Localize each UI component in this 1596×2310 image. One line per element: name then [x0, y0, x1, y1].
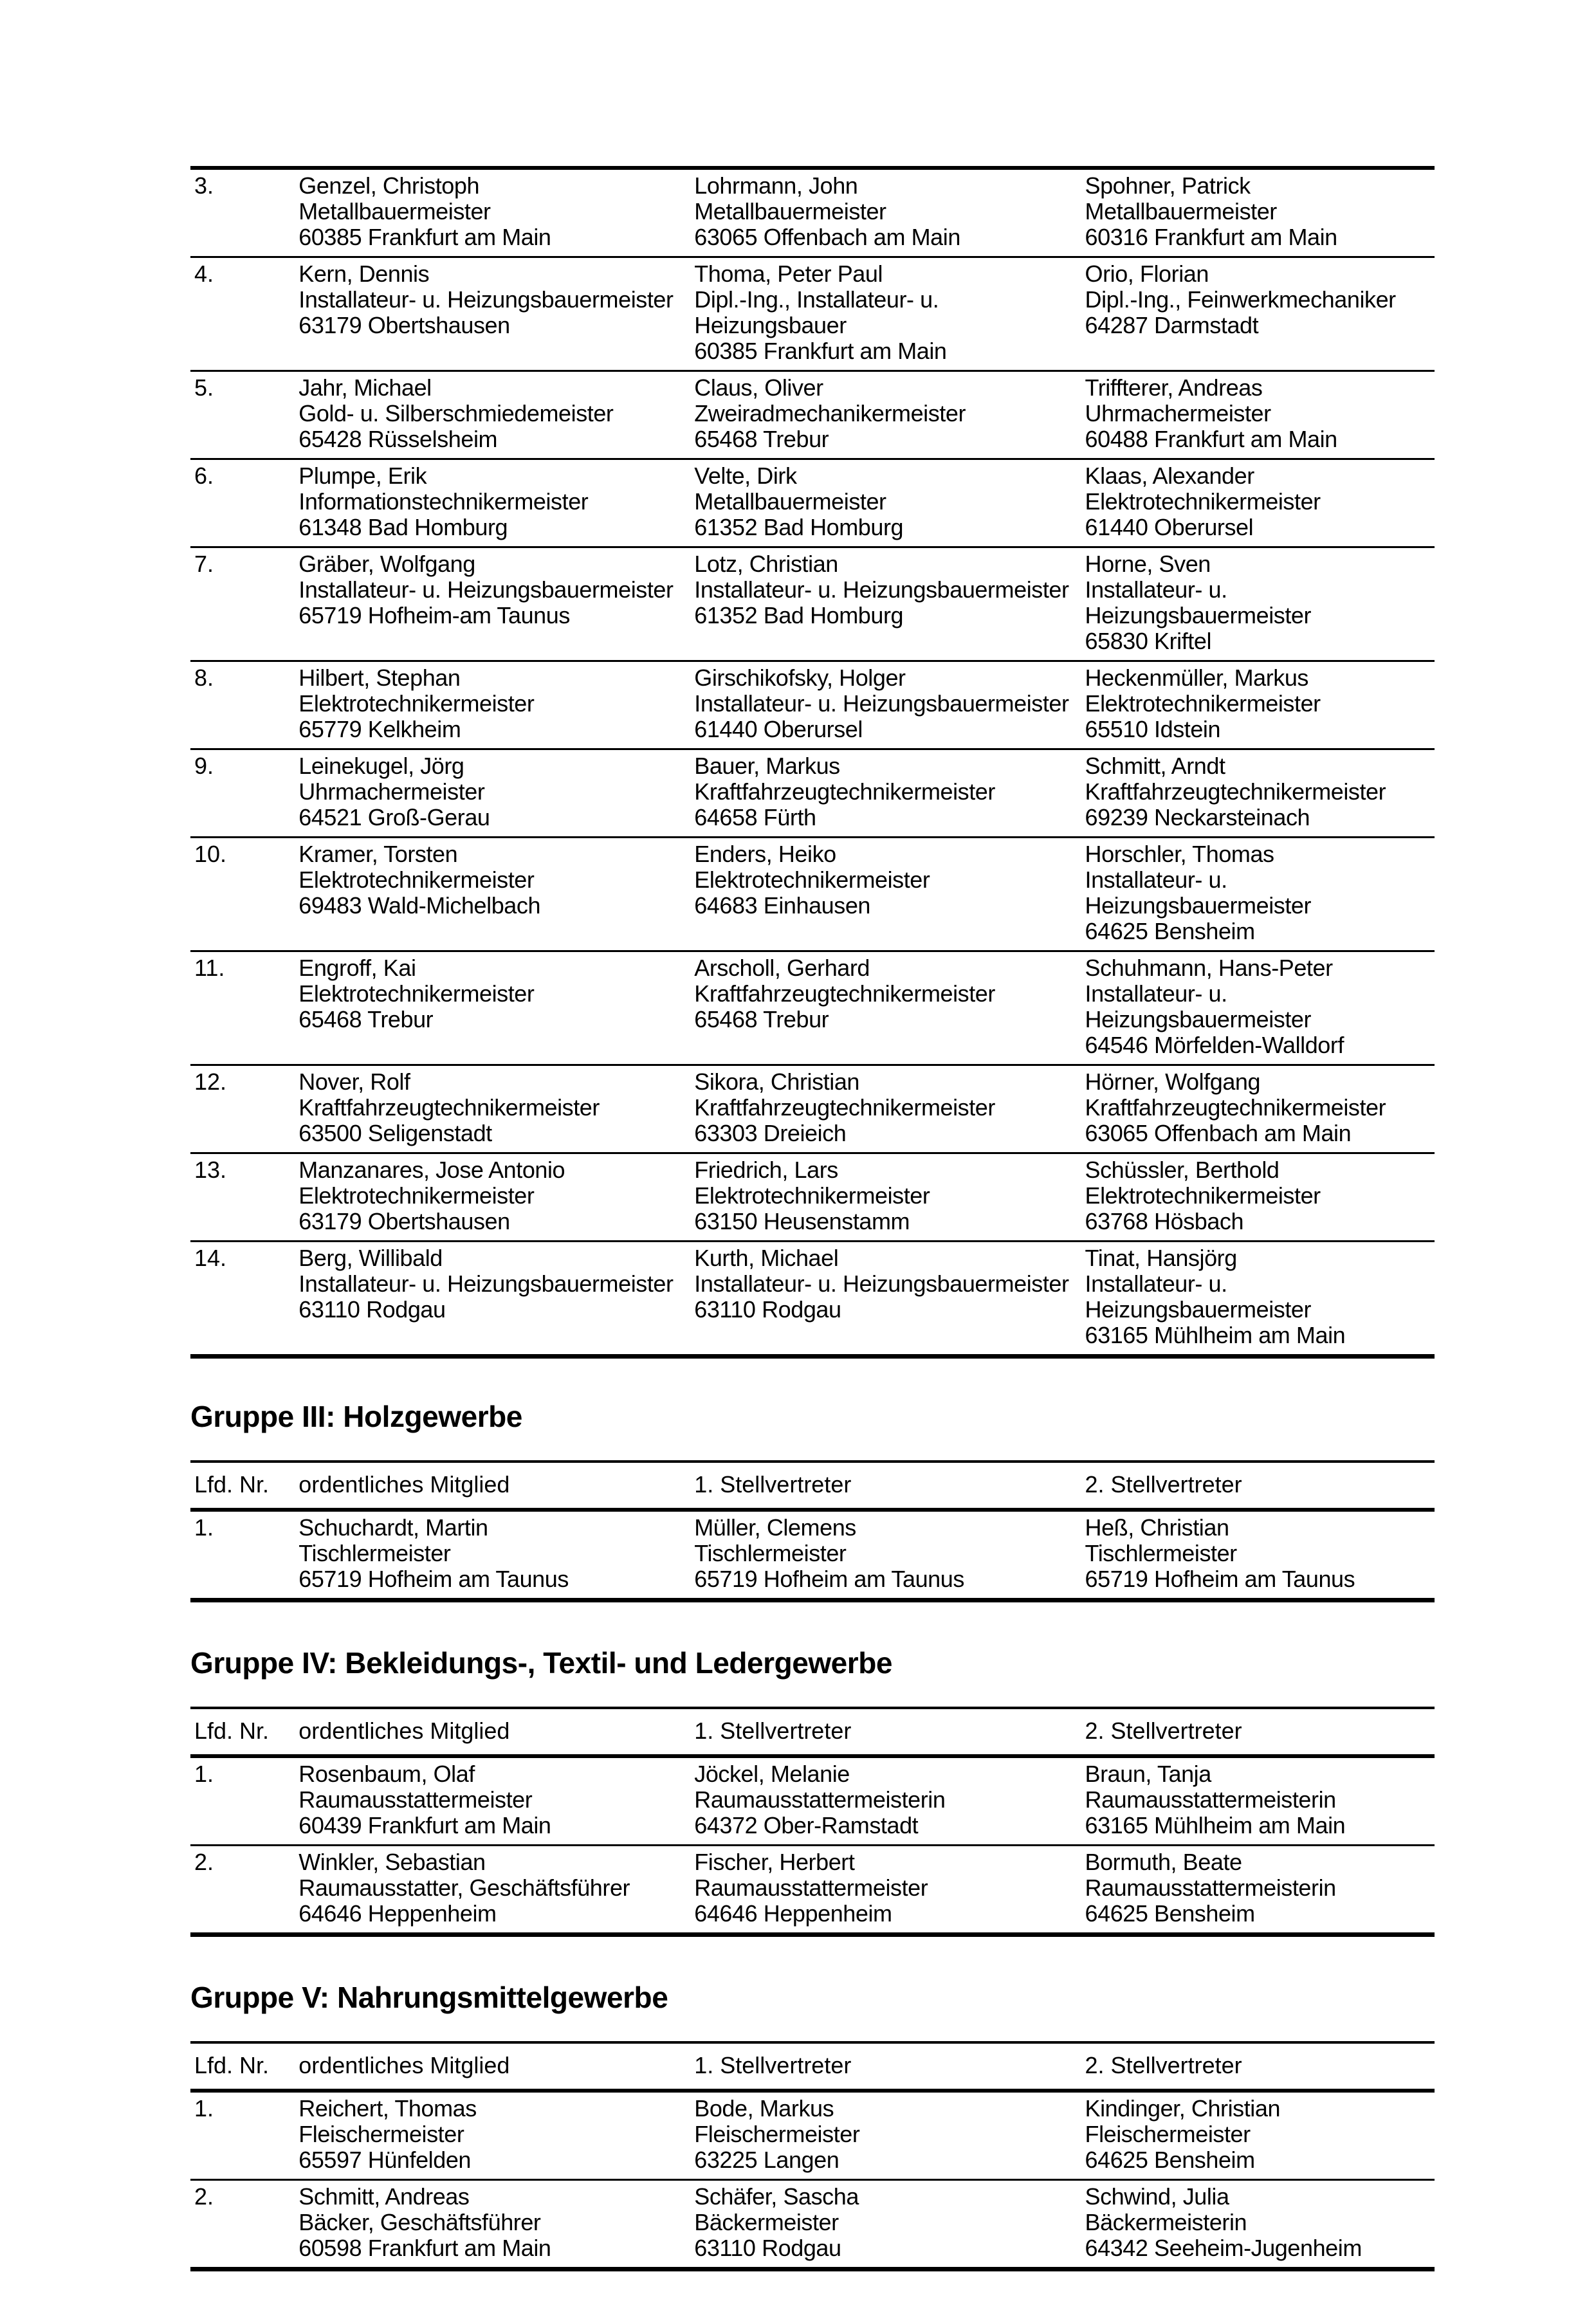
deputy1-cell: [694, 1756, 1085, 1846]
cell-line: 63065 Offenbach am Main: [1085, 1120, 1352, 1146]
cell-line: 65468 Trebur: [694, 1006, 829, 1032]
deputy2-cell: [1085, 1153, 1435, 1242]
cell-line: 64625 Bensheim: [1085, 2147, 1255, 2173]
deputy1-cell: [694, 1242, 1085, 1357]
section-gruppe-iii: [190, 1400, 1435, 1602]
deputy2-cell: [1085, 1846, 1435, 1935]
cell-line: 63225 Langen: [694, 2147, 839, 2173]
cell-line: Raumausstatter, Geschäftsführer: [298, 1875, 630, 1901]
cell-line: Bauer, Markus: [694, 753, 840, 779]
cell-line: Elektrotechnikermeister: [298, 1182, 535, 1209]
cell-line: 65510 Idstein: [1085, 716, 1221, 742]
row-number: 12.: [194, 1068, 227, 1095]
table-row: [190, 1846, 1435, 1935]
cell-line: Raumausstattermeisterin: [694, 1786, 946, 1813]
cell-line: Orio, Florian: [1085, 261, 1209, 287]
cell-line: Schäfer, Sascha: [694, 2183, 859, 2210]
cell-line: Installateur- u.: [1085, 576, 1227, 603]
cell-line: Velte, Dirk: [694, 463, 797, 489]
cell-line: 63110 Rodgau: [694, 2235, 841, 2261]
table-row: [190, 1065, 1435, 1153]
cell-line: Leinekugel, Jörg: [298, 753, 464, 779]
member-cell: [298, 371, 694, 459]
member-cell: [298, 257, 694, 371]
row-number: 1.: [194, 2095, 214, 2122]
group-title-gruppe-iii: Gruppe III: Holzgewerbe: [190, 1400, 522, 1433]
cell-line: Installateur- u. Heizungsbauermeister: [694, 1270, 1069, 1297]
cell-line: Kraftfahrzeugtechnikermeister: [694, 778, 995, 805]
member-cell: [298, 838, 694, 951]
cell-line: 63500 Seligenstadt: [298, 1120, 492, 1146]
row-number: 5.: [194, 374, 214, 401]
member-cell: [298, 1846, 694, 1935]
row-number: 11.: [194, 955, 225, 981]
deputy1-cell: [694, 257, 1085, 371]
cell-line: Gräber, Wolfgang: [298, 551, 475, 577]
cell-line: Sikora, Christian: [694, 1068, 859, 1095]
cell-line: Installateur- u. Heizungsbauermeister: [694, 690, 1069, 717]
cell-line: 65719 Hofheim am Taunus: [1085, 1566, 1355, 1592]
cell-line: Uhrmachermeister: [298, 778, 485, 805]
cell-line: Metallbauermeister: [694, 198, 886, 225]
cell-line: Installateur- u.: [1085, 980, 1227, 1007]
deputy1-cell: [694, 2091, 1085, 2180]
member-cell: [298, 749, 694, 838]
cell-line: Dipl.-Ing., Installateur- u.: [694, 286, 939, 313]
member-cell: [298, 1153, 694, 1242]
cell-line: 65468 Trebur: [298, 1006, 434, 1032]
cell-line: 64646 Heppenheim: [298, 1900, 497, 1927]
cell-line: Lohrmann, John: [694, 172, 858, 199]
member-cell: [298, 1065, 694, 1153]
cell-line: Engroff, Kai: [298, 955, 416, 981]
cell-line: Triffterer, Andreas: [1085, 374, 1263, 401]
cell-line: Thoma, Peter Paul: [694, 261, 883, 287]
cell-line: Tinat, Hansjörg: [1085, 1245, 1237, 1271]
cell-line: Kraftfahrzeugtechnikermeister: [298, 1094, 600, 1121]
row-number: 7.: [194, 551, 214, 577]
cell-line: 63179 Obertshausen: [298, 312, 510, 338]
cell-line: Müller, Clemens: [694, 1514, 856, 1541]
cell-line: 65719 Hofheim-am Taunus: [298, 602, 570, 628]
cell-line: Bormuth, Beate: [1085, 1849, 1242, 1875]
cell-line: Installateur- u. Heizungsbauermeister: [298, 1270, 674, 1297]
cell-line: 63110 Rodgau: [694, 1296, 841, 1323]
deputy2-cell: [1085, 1510, 1435, 1600]
cell-line: Hörner, Wolfgang: [1085, 1068, 1261, 1095]
cell-line: 63065 Offenbach am Main: [694, 224, 960, 250]
column-header: 1. Stellvertreter: [694, 1471, 852, 1498]
cell-line: Installateur- u.: [1085, 866, 1227, 893]
cell-line: Klaas, Alexander: [1085, 463, 1254, 489]
cell-line: Raumausstattermeister: [694, 1875, 928, 1901]
row-number: 8.: [194, 665, 214, 691]
cell-line: Bäckermeisterin: [1085, 2209, 1247, 2235]
cell-line: Hilbert, Stephan: [298, 665, 461, 691]
cell-line: Berg, Willibald: [298, 1245, 443, 1271]
cell-line: Tischlermeister: [1085, 1540, 1237, 1566]
cell-line: Schuhmann, Hans-Peter: [1085, 955, 1333, 981]
cell-line: Schwind, Julia: [1085, 2183, 1229, 2210]
cell-line: Metallbauermeister: [694, 488, 886, 515]
cell-line: Horschler, Thomas: [1085, 841, 1274, 867]
column-header: ordentliches Mitglied: [298, 2052, 510, 2078]
cell-line: Lotz, Christian: [694, 551, 838, 577]
cell-line: Girschikofsky, Holger: [694, 665, 906, 691]
section-gruppe-v: [190, 1981, 1435, 2271]
cell-line: Horne, Sven: [1085, 551, 1211, 577]
deputy1-cell: [694, 371, 1085, 459]
cell-line: Spohner, Patrick: [1085, 172, 1251, 199]
gruppe-iii-table: [190, 1460, 1435, 1602]
cell-line: 63110 Rodgau: [298, 1296, 446, 1323]
cell-line: Rosenbaum, Olaf: [298, 1761, 475, 1787]
row-number: 6.: [194, 463, 214, 489]
row-number: 2.: [194, 1849, 214, 1875]
table-row: [190, 371, 1435, 459]
cell-line: 65468 Trebur: [694, 426, 829, 452]
cell-line: Informationstechnikermeister: [298, 488, 589, 515]
table-row: [190, 168, 1435, 257]
table-row: [190, 2091, 1435, 2180]
member-cell: [298, 1756, 694, 1846]
cell-line: Kern, Dennis: [298, 261, 430, 287]
deputy2-cell: [1085, 951, 1435, 1065]
row-number: 14.: [194, 1245, 227, 1271]
cell-line: Nover, Rolf: [298, 1068, 410, 1095]
cell-line: 64658 Fürth: [694, 804, 816, 830]
cell-line: Installateur- u. Heizungsbauermeister: [694, 576, 1069, 603]
cell-line: Heizungsbauermeister: [1085, 1006, 1312, 1032]
column-header: 2. Stellvertreter: [1085, 2052, 1242, 2078]
cell-line: Bode, Markus: [694, 2095, 834, 2122]
table-row: [190, 951, 1435, 1065]
table-row: [190, 1756, 1435, 1846]
cell-line: 65719 Hofheim am Taunus: [298, 1566, 569, 1592]
member-cell: [298, 1510, 694, 1600]
cell-line: Heckenmüller, Markus: [1085, 665, 1308, 691]
row-number: 1.: [194, 1514, 214, 1541]
cell-line: 61440 Oberursel: [694, 716, 863, 742]
cell-line: Tischlermeister: [694, 1540, 847, 1566]
cell-line: Elektrotechnikermeister: [1085, 1182, 1321, 1209]
cell-line: 64287 Darmstadt: [1085, 312, 1259, 338]
cell-line: Elektrotechnikermeister: [1085, 488, 1321, 515]
deputy1-cell: [694, 951, 1085, 1065]
column-header-row: [190, 2042, 1435, 2091]
cell-line: 65719 Hofheim am Taunus: [694, 1566, 964, 1592]
row-number: 4.: [194, 261, 214, 287]
deputy2-cell: [1085, 257, 1435, 371]
cell-line: Metallbauermeister: [298, 198, 491, 225]
cell-line: Uhrmachermeister: [1085, 400, 1271, 426]
member-cell: [298, 168, 694, 257]
cell-line: Elektrotechnikermeister: [694, 866, 930, 893]
deputy1-cell: [694, 1510, 1085, 1600]
section-gruppe-iv: [190, 1646, 1435, 1937]
cell-line: Bäckermeister: [694, 2209, 839, 2235]
deputy2-cell: [1085, 547, 1435, 661]
cell-line: Tischlermeister: [298, 1540, 451, 1566]
cell-line: Heizungsbauermeister: [1085, 602, 1312, 628]
cell-line: Kraftfahrzeugtechnikermeister: [694, 1094, 995, 1121]
cell-line: 60488 Frankfurt am Main: [1085, 426, 1337, 452]
member-cell: [298, 2091, 694, 2180]
cell-line: Heizungsbauer: [694, 312, 847, 338]
cell-line: Fleischermeister: [298, 2121, 464, 2147]
cell-line: 64683 Einhausen: [694, 892, 871, 919]
row-number: 13.: [194, 1157, 227, 1183]
cell-line: 63768 Hösbach: [1085, 1208, 1244, 1234]
cell-line: 65597 Hünfelden: [298, 2147, 472, 2173]
column-header: 2. Stellvertreter: [1085, 1471, 1242, 1498]
table-row: [190, 257, 1435, 371]
cell-line: 64521 Groß-Gerau: [298, 804, 490, 830]
cell-line: 60385 Frankfurt am Main: [298, 224, 551, 250]
cell-line: 61440 Oberursel: [1085, 514, 1254, 540]
cell-line: 60598 Frankfurt am Main: [298, 2235, 551, 2261]
column-header: Lfd. Nr.: [194, 2052, 270, 2078]
table-row: [190, 459, 1435, 547]
cell-line: Raumausstattermeisterin: [1085, 1786, 1336, 1813]
cell-line: 63165 Mühlheim am Main: [1085, 1812, 1346, 1838]
cell-line: Enders, Heiko: [694, 841, 836, 867]
member-cell: [298, 1242, 694, 1357]
row-number: 2.: [194, 2183, 214, 2210]
table-row: [190, 2180, 1435, 2269]
cell-line: Installateur- u. Heizungsbauermeister: [298, 286, 674, 313]
column-header: 1. Stellvertreter: [694, 1718, 852, 1744]
cell-line: Arscholl, Gerhard: [694, 955, 870, 981]
cell-line: Raumausstattermeister: [298, 1786, 533, 1813]
cell-line: 64646 Heppenheim: [694, 1900, 892, 1927]
gruppe-iv-table: [190, 1707, 1435, 1937]
cell-line: Schuchardt, Martin: [298, 1514, 488, 1541]
cell-line: Friedrich, Lars: [694, 1157, 838, 1183]
member-cell: [298, 661, 694, 749]
cell-line: Kramer, Torsten: [298, 841, 458, 867]
deputy2-cell: [1085, 1756, 1435, 1846]
deputy2-cell: [1085, 371, 1435, 459]
member-cell: [298, 459, 694, 547]
cell-line: Bäcker, Geschäftsführer: [298, 2209, 541, 2235]
deputy2-cell: [1085, 2091, 1435, 2180]
deputy1-cell: [694, 749, 1085, 838]
group-title-gruppe-v: Gruppe V: Nahrungsmittelgewerbe: [190, 1981, 668, 2014]
deputy2-cell: [1085, 661, 1435, 749]
table-row: [190, 1242, 1435, 1357]
column-header: 2. Stellvertreter: [1085, 1718, 1242, 1744]
cell-line: 64625 Bensheim: [1085, 1900, 1255, 1927]
deputy1-cell: [694, 838, 1085, 951]
table-row: [190, 547, 1435, 661]
cell-line: Plumpe, Erik: [298, 463, 427, 489]
deputy1-cell: [694, 1153, 1085, 1242]
cell-line: 61352 Bad Homburg: [694, 602, 904, 628]
cell-line: 63179 Obertshausen: [298, 1208, 510, 1234]
cell-line: Jöckel, Melanie: [694, 1761, 850, 1787]
member-cell: [298, 547, 694, 661]
column-header: ordentliches Mitglied: [298, 1718, 510, 1744]
table-row: [190, 1510, 1435, 1600]
cell-line: 65830 Kriftel: [1085, 628, 1212, 654]
cell-line: 64625 Bensheim: [1085, 918, 1255, 944]
cell-line: Elektrotechnikermeister: [694, 1182, 930, 1209]
cell-line: Installateur- u.: [1085, 1270, 1227, 1297]
cell-line: Fischer, Herbert: [694, 1849, 855, 1875]
cell-line: Gold- u. Silberschmiedemeister: [298, 400, 614, 426]
cell-line: Schmitt, Andreas: [298, 2183, 470, 2210]
deputy1-cell: [694, 2180, 1085, 2269]
deputy1-cell: [694, 1846, 1085, 1935]
cell-line: 63150 Heusenstamm: [694, 1208, 910, 1234]
cell-line: 65779 Kelkheim: [298, 716, 461, 742]
table-row: [190, 838, 1435, 951]
cell-line: Braun, Tanja: [1085, 1761, 1211, 1787]
cell-line: Fleischermeister: [1085, 2121, 1251, 2147]
continuation-members-table: [190, 166, 1435, 1359]
deputy2-cell: [1085, 749, 1435, 838]
deputy2-cell: [1085, 838, 1435, 951]
column-header: Lfd. Nr.: [194, 1718, 270, 1744]
cell-line: Elektrotechnikermeister: [298, 980, 535, 1007]
deputy1-cell: [694, 459, 1085, 547]
cell-line: 64342 Seeheim-Jugenheim: [1085, 2235, 1362, 2261]
cell-line: Reichert, Thomas: [298, 2095, 477, 2122]
cell-line: Claus, Oliver: [694, 374, 823, 401]
column-header: 1. Stellvertreter: [694, 2052, 852, 2078]
deputy2-cell: [1085, 1065, 1435, 1153]
cell-line: Genzel, Christoph: [298, 172, 480, 199]
cell-line: 60316 Frankfurt am Main: [1085, 224, 1337, 250]
cell-line: Elektrotechnikermeister: [298, 866, 535, 893]
cell-line: Zweiradmechanikermeister: [694, 400, 966, 426]
table-row: [190, 1153, 1435, 1242]
cell-line: Jahr, Michael: [298, 374, 432, 401]
cell-line: Kraftfahrzeugtechnikermeister: [1085, 778, 1386, 805]
column-header-row: [190, 1462, 1435, 1510]
deputy1-cell: [694, 1065, 1085, 1153]
cell-line: Schmitt, Arndt: [1085, 753, 1225, 779]
cell-line: 64372 Ober-Ramstadt: [694, 1812, 919, 1838]
cell-line: Raumausstattermeisterin: [1085, 1875, 1336, 1901]
table-row: [190, 749, 1435, 838]
cell-line: Manzanares, Jose Antonio: [298, 1157, 565, 1183]
deputy2-cell: [1085, 168, 1435, 257]
cell-line: 63165 Mühlheim am Main: [1085, 1322, 1346, 1348]
row-number: 10.: [194, 841, 227, 867]
cell-line: Winkler, Sebastian: [298, 1849, 486, 1875]
member-cell: [298, 951, 694, 1065]
cell-line: Installateur- u. Heizungsbauermeister: [298, 576, 674, 603]
member-cell: [298, 2180, 694, 2269]
row-number: 1.: [194, 1761, 214, 1787]
deputy2-cell: [1085, 2180, 1435, 2269]
cell-line: Fleischermeister: [694, 2121, 860, 2147]
row-number: 3.: [194, 172, 214, 199]
deputy1-cell: [694, 547, 1085, 661]
column-header-row: [190, 1708, 1435, 1756]
cell-line: Schüssler, Berthold: [1085, 1157, 1280, 1183]
cell-line: Heß, Christian: [1085, 1514, 1229, 1541]
cell-line: Kindinger, Christian: [1085, 2095, 1281, 2122]
cell-line: 61348 Bad Homburg: [298, 514, 508, 540]
deputy2-cell: [1085, 1242, 1435, 1357]
cell-line: Kraftfahrzeugtechnikermeister: [694, 980, 995, 1007]
cell-line: Kurth, Michael: [694, 1245, 839, 1271]
gruppe-v-table: [190, 2041, 1435, 2271]
cell-line: 69239 Neckarsteinach: [1085, 804, 1310, 830]
cell-line: 69483 Wald-Michelbach: [298, 892, 541, 919]
cell-line: 65428 Rüsselsheim: [298, 426, 498, 452]
table-row: [190, 661, 1435, 749]
column-header: Lfd. Nr.: [194, 1471, 270, 1498]
cell-line: 64546 Mörfelden-Walldorf: [1085, 1032, 1344, 1058]
cell-line: Metallbauermeister: [1085, 198, 1277, 225]
row-number: 9.: [194, 753, 214, 779]
cell-line: Dipl.-Ing., Feinwerkmechaniker: [1085, 286, 1396, 313]
deputy1-cell: [694, 661, 1085, 749]
cell-line: Elektrotechnikermeister: [1085, 690, 1321, 717]
cell-line: 60439 Frankfurt am Main: [298, 1812, 551, 1838]
cell-line: Heizungsbauermeister: [1085, 1296, 1312, 1323]
cell-line: 63303 Dreieich: [694, 1120, 847, 1146]
group-title-gruppe-iv: Gruppe IV: Bekleidungs-, Textil- und Ledergewerbe: [190, 1646, 893, 1680]
cell-line: 60385 Frankfurt am Main: [694, 338, 947, 364]
column-header: ordentliches Mitglied: [298, 1471, 510, 1498]
cell-line: Heizungsbauermeister: [1085, 892, 1312, 919]
cell-line: Kraftfahrzeugtechnikermeister: [1085, 1094, 1386, 1121]
deputy2-cell: [1085, 459, 1435, 547]
deputy1-cell: [694, 168, 1085, 257]
cell-line: 61352 Bad Homburg: [694, 514, 904, 540]
cell-line: Elektrotechnikermeister: [298, 690, 535, 717]
